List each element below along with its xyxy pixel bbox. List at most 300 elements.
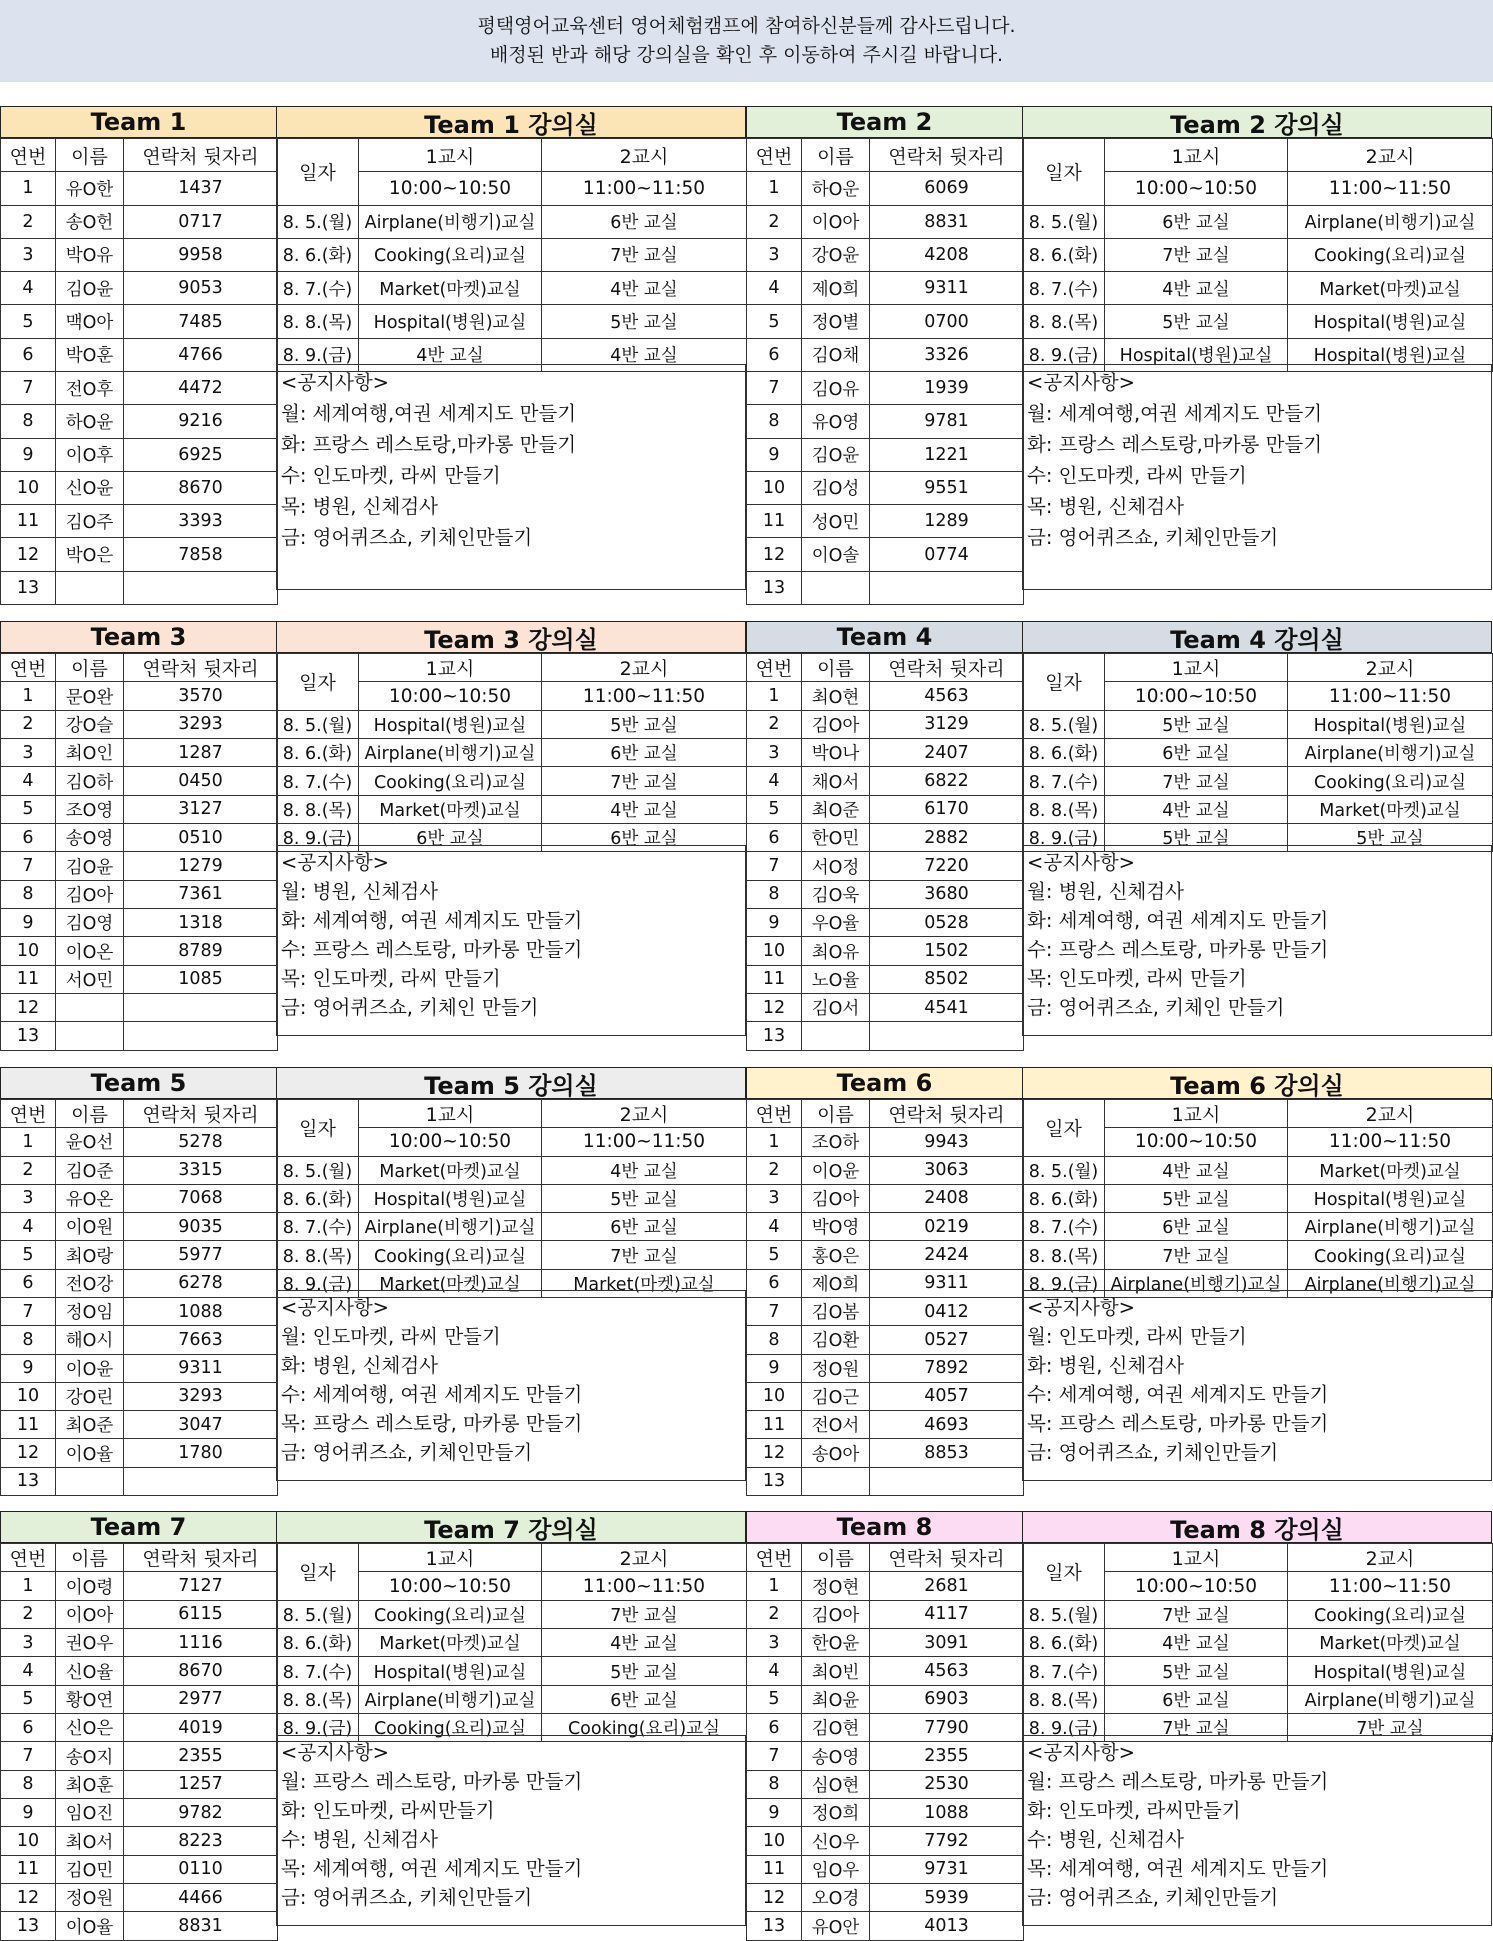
member-seq: 9 (747, 1354, 802, 1382)
member-row (1, 405, 278, 438)
member-row (747, 1439, 1024, 1467)
notice-title: <공지사항> (1027, 850, 1136, 874)
schedule-period2: Cooking(요리)교실 (1288, 238, 1493, 271)
schedule-date: 8. 8.(목) (1023, 1241, 1105, 1269)
notice-box (276, 1290, 746, 1481)
schedule-period1: Market(마켓)교실 (359, 1269, 542, 1297)
column-header-phone: 연락처 뒷자리 (870, 139, 1024, 172)
member-row (747, 824, 1024, 852)
schedule-row (1023, 1213, 1493, 1241)
schedule-row (277, 1685, 747, 1713)
team-room-title: Team 1 강의실 (276, 106, 746, 138)
member-name: 오O경 (802, 1884, 870, 1912)
member-phone (124, 994, 278, 1022)
member-name: 성O민 (802, 505, 870, 538)
member-name: 김O채 (802, 338, 870, 371)
member-seq: 5 (1, 1241, 56, 1269)
member-phone: 6170 (870, 795, 1024, 823)
member-row (747, 205, 1024, 238)
schedule-row (1023, 305, 1493, 338)
member-row (747, 682, 1024, 710)
member-phone (124, 1022, 278, 1050)
time-header: 10:00~10:50 (1105, 682, 1288, 710)
period-header: 1교시 (359, 654, 542, 682)
schedule-row (277, 238, 747, 271)
member-row (747, 1629, 1024, 1657)
member-phone: 9216 (124, 405, 278, 438)
member-row (747, 1827, 1024, 1855)
column-header-phone: 연락처 뒷자리 (124, 654, 278, 682)
team-section (746, 106, 1492, 598)
member-name: 유O한 (56, 172, 124, 205)
member-phone: 1257 (124, 1770, 278, 1798)
member-seq: 4 (1, 272, 56, 305)
notice-line: 수: 인도마켓, 라씨 만들기 (281, 464, 501, 487)
schedule-period2: Hospital(병원)교실 (1288, 710, 1493, 738)
schedule-row (277, 1241, 747, 1269)
member-name (56, 1467, 124, 1495)
member-seq: 3 (747, 238, 802, 271)
member-seq: 12 (747, 538, 802, 571)
column-header-name: 이름 (802, 654, 870, 682)
member-row (747, 1128, 1024, 1156)
member-row (1, 1213, 278, 1241)
schedule-date: 8. 6.(화) (1023, 739, 1105, 767)
schedule-period2: Airplane(비행기)교실 (1288, 205, 1493, 238)
member-phone: 0450 (124, 767, 278, 795)
notice-box (1022, 1735, 1492, 1927)
notice-line: 금: 영어퀴즈쇼, 키체인만들기 (1027, 1886, 1279, 1910)
period-header: 1교시 (1105, 1544, 1288, 1572)
member-name: 최O훈 (56, 1770, 124, 1798)
member-row (1, 1600, 278, 1628)
time-header: 11:00~11:50 (542, 682, 747, 710)
schedule-period2: Cooking(요리)교실 (542, 1714, 747, 1742)
member-name: 김O환 (802, 1326, 870, 1354)
notice-line: 목: 프랑스 레스토랑, 마카롱 만들기 (281, 1412, 583, 1436)
roster-table (746, 653, 1024, 1051)
member-seq: 10 (747, 471, 802, 504)
member-name: 김O서 (802, 994, 870, 1022)
notice-line: 금: 영어퀴즈쇼, 키체인만들기 (281, 1886, 533, 1910)
schedule-period2: 4반 교실 (542, 795, 747, 823)
schedule-date: 8. 6.(화) (1023, 1629, 1105, 1657)
notice-title: <공지사항> (281, 371, 390, 394)
schedule-row (1023, 767, 1493, 795)
member-name: 박O영 (802, 1213, 870, 1241)
notice-line: 금: 영어퀴즈쇼, 키체인만들기 (1027, 526, 1279, 549)
member-phone: 5939 (870, 1884, 1024, 1912)
schedule-period1: 6반 교실 (359, 824, 542, 852)
member-phone: 1289 (870, 505, 1024, 538)
schedule-period2: Market(마켓)교실 (1288, 1629, 1493, 1657)
schedule-period2: Market(마켓)교실 (1288, 1156, 1493, 1184)
member-seq: 10 (1, 1382, 56, 1410)
schedule-period1: 4반 교실 (1105, 795, 1288, 823)
team-title: Team 6 (746, 1067, 1023, 1099)
member-name: 최O유 (802, 937, 870, 965)
schedule-row (1023, 1184, 1493, 1212)
member-seq: 9 (747, 438, 802, 471)
schedule-table (276, 138, 747, 372)
member-name: 김O윤 (56, 272, 124, 305)
notice-title: <공지사항> (281, 850, 390, 874)
member-phone: 9311 (870, 1269, 1024, 1297)
member-row (747, 1326, 1024, 1354)
member-phone: 2407 (870, 739, 1024, 767)
member-row (1, 1572, 278, 1600)
roster-table (0, 1543, 278, 1941)
member-name: 김O윤 (56, 852, 124, 880)
column-header-phone: 연락처 뒷자리 (124, 1544, 278, 1572)
schedule-period2: Market(마켓)교실 (1288, 795, 1493, 823)
schedule-period1: Hospital(병원)교실 (359, 1184, 542, 1212)
member-name: 김O아 (802, 1600, 870, 1628)
schedule-period1: 7반 교실 (1105, 1241, 1288, 1269)
notice-title: <공지사항> (1027, 371, 1136, 394)
schedule-period2: 6반 교실 (542, 739, 747, 767)
member-name: 유O영 (802, 405, 870, 438)
member-seq: 2 (1, 205, 56, 238)
member-name: 이O윤 (56, 1354, 124, 1382)
member-row (747, 1572, 1024, 1600)
schedule-date: 8. 9.(금) (277, 1269, 359, 1297)
schedule-row (277, 767, 747, 795)
member-phone: 6822 (870, 767, 1024, 795)
schedule-table (1022, 138, 1493, 372)
member-row (747, 909, 1024, 937)
schedule-period1: 7반 교실 (1105, 1600, 1288, 1628)
schedule-row (277, 739, 747, 767)
member-name: 전O후 (56, 371, 124, 404)
schedule-period1: 5반 교실 (1105, 710, 1288, 738)
member-row (1, 305, 278, 338)
roster-table (0, 138, 278, 605)
member-seq: 2 (1, 1600, 56, 1628)
member-row (1, 937, 278, 965)
member-phone: 6069 (870, 172, 1024, 205)
column-header-phone: 연락처 뒷자리 (124, 139, 278, 172)
date-header: 일자 (1023, 139, 1105, 206)
member-row (1, 682, 278, 710)
member-name: 한O윤 (802, 1629, 870, 1657)
member-name: 채O서 (802, 767, 870, 795)
member-row (747, 852, 1024, 880)
member-row (747, 795, 1024, 823)
member-row (1, 371, 278, 404)
schedule-row (277, 1213, 747, 1241)
member-seq: 9 (747, 909, 802, 937)
notice-line: 화: 인도마켓, 라씨만들기 (281, 1798, 495, 1822)
member-name: 심O현 (802, 1770, 870, 1798)
schedule-date: 8. 9.(금) (1023, 1714, 1105, 1742)
team-section (0, 1067, 746, 1492)
schedule-period2: 7반 교실 (542, 1241, 747, 1269)
member-phone: 0110 (124, 1855, 278, 1883)
schedule-period1: 5반 교실 (1105, 1657, 1288, 1685)
notice-title: <공지사항> (281, 1740, 390, 1764)
member-name: 김O민 (56, 1855, 124, 1883)
schedule-row (277, 205, 747, 238)
team-title: Team 8 (746, 1511, 1023, 1543)
schedule-date: 8. 7.(수) (1023, 1213, 1105, 1241)
member-seq: 13 (1, 1467, 56, 1495)
member-phone: 7361 (124, 880, 278, 908)
member-seq: 7 (1, 371, 56, 404)
member-name: 송O아 (802, 1439, 870, 1467)
member-row (747, 1297, 1024, 1325)
member-phone: 7220 (870, 852, 1024, 880)
date-header: 일자 (277, 1544, 359, 1601)
member-phone: 9311 (870, 272, 1024, 305)
schedule-period-row (1023, 139, 1493, 172)
notice-box (276, 1735, 746, 1927)
schedule-period1: Airplane(비행기)교실 (359, 1213, 542, 1241)
member-seq: 6 (747, 1714, 802, 1742)
member-name: 해O시 (56, 1326, 124, 1354)
member-row (1, 1657, 278, 1685)
schedule-date: 8. 7.(수) (277, 272, 359, 305)
member-name: 정O별 (802, 305, 870, 338)
schedule-period2: Cooking(요리)교실 (1288, 1600, 1493, 1628)
member-phone (124, 571, 278, 604)
period-header: 1교시 (1105, 139, 1288, 172)
member-name: 정O임 (56, 1297, 124, 1325)
member-row (747, 1884, 1024, 1912)
member-phone (870, 1022, 1024, 1050)
column-header-name: 이름 (56, 1100, 124, 1128)
period-header: 2교시 (542, 1100, 747, 1128)
member-seq: 5 (747, 1241, 802, 1269)
schedule-period1: Market(마켓)교실 (359, 1629, 542, 1657)
member-phone: 4057 (870, 1382, 1024, 1410)
team-row-block (0, 1511, 1493, 1938)
schedule-table (1022, 653, 1493, 852)
schedule-period1: Market(마켓)교실 (359, 272, 542, 305)
time-header: 10:00~10:50 (359, 682, 542, 710)
member-phone: 0527 (870, 1326, 1024, 1354)
member-phone: 4541 (870, 994, 1024, 1022)
member-name: 이O아 (802, 205, 870, 238)
column-header-name: 이름 (56, 1544, 124, 1572)
notice-line: 화: 병원, 신체검사 (281, 1354, 439, 1378)
member-row (747, 1467, 1024, 1495)
member-phone: 8502 (870, 965, 1024, 993)
member-seq: 6 (1, 824, 56, 852)
member-name: 최O랑 (56, 1241, 124, 1269)
member-row (1, 1912, 278, 1940)
member-row (747, 1770, 1024, 1798)
member-row (1, 880, 278, 908)
member-phone: 0774 (870, 538, 1024, 571)
member-phone: 2681 (870, 1572, 1024, 1600)
schedule-date: 8. 8.(목) (1023, 795, 1105, 823)
member-phone: 6115 (124, 1600, 278, 1628)
member-seq: 3 (1, 739, 56, 767)
schedule-period2: 6반 교실 (542, 824, 747, 852)
notice-line: 목: 인도마켓, 라씨 만들기 (1027, 967, 1247, 990)
schedule-date: 8. 5.(월) (277, 1600, 359, 1628)
member-row (1, 538, 278, 571)
member-seq: 4 (747, 272, 802, 305)
member-phone: 4117 (870, 1600, 1024, 1628)
schedule-date: 8. 9.(금) (1023, 1269, 1105, 1297)
column-header-seq: 연번 (747, 1100, 802, 1128)
member-name: 신O윤 (56, 471, 124, 504)
schedule-row (1023, 1241, 1493, 1269)
schedule-period1: 6반 교실 (1105, 205, 1288, 238)
member-row (1, 1022, 278, 1050)
notice-line: 화: 세계여행, 여권 세계지도 만들기 (1027, 908, 1329, 932)
member-row (747, 1657, 1024, 1685)
member-name: 이O율 (56, 1912, 124, 1940)
schedule-period2: 4반 교실 (542, 1629, 747, 1657)
team-room-title: Team 3 강의실 (276, 621, 746, 653)
date-header: 일자 (1023, 1100, 1105, 1157)
member-seq: 1 (747, 1572, 802, 1600)
roster-header-row (747, 1100, 1024, 1128)
member-row (747, 1022, 1024, 1050)
notice-line: 월: 병원, 신체검사 (1027, 879, 1185, 903)
member-seq: 10 (1, 471, 56, 504)
time-header: 10:00~10:50 (1105, 1572, 1288, 1600)
schedule-date: 8. 5.(월) (277, 205, 359, 238)
member-seq: 8 (747, 1770, 802, 1798)
member-phone: 2408 (870, 1184, 1024, 1212)
column-header-phone: 연락처 뒷자리 (870, 654, 1024, 682)
schedule-row (1023, 1156, 1493, 1184)
schedule-date: 8. 9.(금) (277, 824, 359, 852)
team-row-block (0, 1067, 1493, 1492)
member-seq: 10 (1, 937, 56, 965)
notice-line: 금: 영어퀴즈쇼, 키체인 만들기 (281, 996, 539, 1020)
member-seq: 2 (747, 205, 802, 238)
schedule-period1: 4반 교실 (359, 338, 542, 371)
member-name: 우O율 (802, 909, 870, 937)
member-name: 정O희 (802, 1799, 870, 1827)
schedule-period2: 4반 교실 (542, 1156, 747, 1184)
schedule-row (1023, 1600, 1493, 1628)
member-row (747, 1241, 1024, 1269)
schedule-period2: 5반 교실 (542, 710, 747, 738)
member-seq: 8 (1, 405, 56, 438)
schedule-date: 8. 5.(월) (1023, 1156, 1105, 1184)
member-seq: 7 (1, 852, 56, 880)
member-seq: 11 (747, 1855, 802, 1883)
period-header: 1교시 (359, 139, 542, 172)
member-name: 신O은 (56, 1714, 124, 1742)
member-seq: 8 (1, 1326, 56, 1354)
schedule-date: 8. 8.(목) (277, 1685, 359, 1713)
schedule-period-row (277, 654, 747, 682)
member-name: 강O윤 (802, 238, 870, 271)
member-seq: 7 (747, 852, 802, 880)
schedule-row (277, 1629, 747, 1657)
member-seq: 8 (747, 405, 802, 438)
date-header: 일자 (277, 654, 359, 711)
member-phone: 6903 (870, 1685, 1024, 1713)
member-name (802, 1022, 870, 1050)
member-name (802, 571, 870, 604)
schedule-period1: 7반 교실 (1105, 1714, 1288, 1742)
member-row (1, 1799, 278, 1827)
member-phone: 9311 (124, 1354, 278, 1382)
schedule-period1: 6반 교실 (1105, 1685, 1288, 1713)
member-row (1, 852, 278, 880)
notice-box (1022, 364, 1492, 590)
schedule-table (276, 1099, 747, 1298)
column-header-seq: 연번 (747, 139, 802, 172)
notice-line: 목: 병원, 신체검사 (1027, 495, 1185, 518)
member-row (1, 1382, 278, 1410)
member-name: 김O아 (802, 710, 870, 738)
member-seq: 6 (747, 1269, 802, 1297)
period-header: 1교시 (1105, 1100, 1288, 1128)
member-seq: 4 (747, 767, 802, 795)
schedule-date: 8. 5.(월) (1023, 1600, 1105, 1628)
member-phone: 1085 (124, 965, 278, 993)
column-header-phone: 연락처 뒷자리 (870, 1544, 1024, 1572)
member-phone: 2355 (870, 1742, 1024, 1770)
member-name: 김O근 (802, 1382, 870, 1410)
notice-title: <공지사항> (1027, 1740, 1136, 1764)
member-name: 임O진 (56, 1799, 124, 1827)
member-phone: 0528 (870, 909, 1024, 937)
team-room-title: Team 4 강의실 (1022, 621, 1492, 653)
schedule-period2: 7반 교실 (542, 1600, 747, 1628)
member-seq: 6 (747, 338, 802, 371)
schedule-period2: 6반 교실 (542, 1213, 747, 1241)
schedule-date: 8. 9.(금) (277, 338, 359, 371)
member-name: 김O주 (56, 505, 124, 538)
schedule-date: 8. 8.(목) (277, 305, 359, 338)
member-row (747, 1799, 1024, 1827)
member-seq: 12 (1, 1884, 56, 1912)
member-name: 이O원 (56, 1213, 124, 1241)
member-phone: 2977 (124, 1685, 278, 1713)
column-header-name: 이름 (802, 1544, 870, 1572)
member-phone: 3293 (124, 710, 278, 738)
member-seq: 10 (1, 1827, 56, 1855)
roster-header-row (1, 654, 278, 682)
roster-table (746, 1543, 1024, 1941)
member-name: 최O준 (802, 795, 870, 823)
member-phone: 3127 (124, 795, 278, 823)
time-header: 11:00~11:50 (1288, 1572, 1493, 1600)
member-row (747, 1600, 1024, 1628)
member-phone: 7127 (124, 1572, 278, 1600)
member-seq: 8 (1, 1770, 56, 1798)
schedule-table (276, 1543, 747, 1742)
member-seq: 5 (1, 795, 56, 823)
member-phone: 4766 (124, 338, 278, 371)
member-phone: 3129 (870, 710, 1024, 738)
member-seq: 4 (1, 767, 56, 795)
member-phone: 9551 (870, 471, 1024, 504)
date-header: 일자 (277, 139, 359, 206)
member-seq: 4 (1, 1213, 56, 1241)
period-header: 1교시 (359, 1544, 542, 1572)
schedule-date: 8. 7.(수) (277, 767, 359, 795)
schedule-row (277, 710, 747, 738)
schedule-period2: 7반 교실 (542, 238, 747, 271)
member-seq: 9 (1, 1799, 56, 1827)
member-phone: 7858 (124, 538, 278, 571)
member-seq: 6 (747, 824, 802, 852)
date-header: 일자 (1023, 1544, 1105, 1601)
member-row (1, 1184, 278, 1212)
time-header: 10:00~10:50 (359, 1128, 542, 1156)
